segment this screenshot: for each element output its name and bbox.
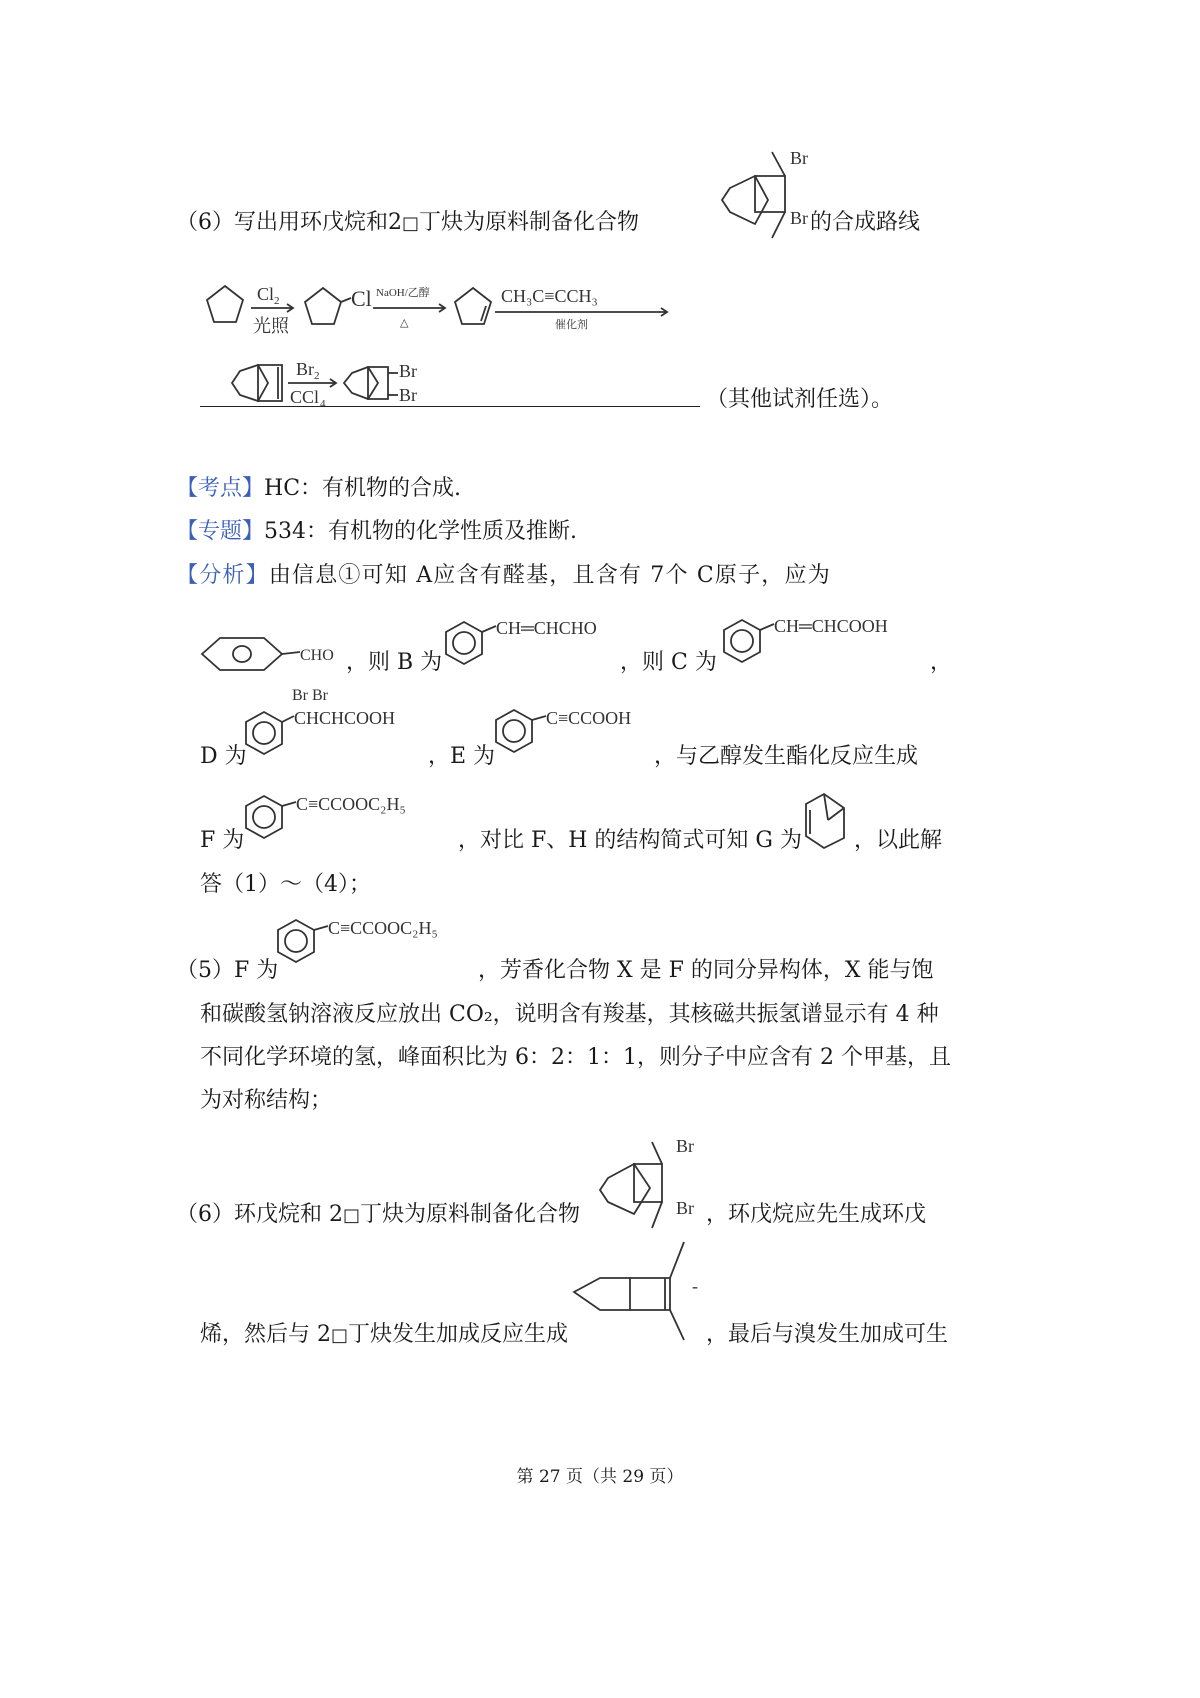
svg-text:CH═CHCOOH: CH═CHCOOH [774, 616, 888, 636]
svg-text:CHCHCOOH: CHCHCOOH [294, 708, 396, 728]
f-after: ，对比 F、H 的结构简式可知 G 为 [458, 828, 802, 853]
light-label: 光照 [253, 316, 289, 336]
zhuanti-label: 【专题】 [176, 519, 265, 544]
kaodian-line: 【考点】HC：有机物的合成. [176, 476, 462, 501]
molecule-B [438, 608, 638, 680]
e-label: ，E 为 [428, 744, 496, 769]
molecule-G [800, 790, 850, 852]
molecule-F-again [272, 908, 492, 974]
p6-line2a: 烯，然后与 2□丁炔发生加成反应生成 [200, 1322, 569, 1347]
bicyclic-intermediate [566, 1234, 706, 1350]
synthesis-route-row1 [195, 268, 695, 348]
zhuanti-line: 【专题】534：有机物的化学性质及推断. [176, 519, 578, 544]
p5-line3: 不同化学环境的氢，峰面积比为 6：2：1：1，则分子中应含有 2 个甲基，且 [200, 1045, 951, 1070]
p6-line2c: ，最后与溴发生加成可生 [706, 1322, 949, 1347]
svg-text:CH═CHCHO: CH═CHCHO [496, 618, 597, 638]
other-reagents: （其他试剂任选）。 [706, 387, 894, 412]
fenxi-line1: 【分析】由信息①可知 A应含有醛基，且含有 7个 C原子，应为 [176, 563, 831, 588]
p6-after: ，环戊烷应先生成环戊 [706, 1202, 927, 1227]
then-b: ，则 B 为 [346, 650, 443, 675]
ccl4-label: CCl [290, 387, 320, 407]
q6-suffix: 的合成路线 [810, 210, 921, 235]
d-label: D 为 [200, 744, 247, 769]
svg-text:CHO: CHO [300, 647, 334, 664]
br-b: Br [399, 385, 417, 405]
cl2-label: Cl [257, 284, 275, 304]
svg-text:△: △ [400, 317, 409, 329]
comma: ， [930, 650, 953, 675]
answer-blank [200, 406, 700, 407]
svg-text:C≡CCOOC₂H₅: C≡CCOOC₂H₅ [328, 918, 438, 938]
molecule-C [716, 606, 926, 678]
svg-text:4: 4 [320, 398, 326, 410]
svg-text:Br Br: Br Br [292, 687, 328, 704]
br-a: Br [399, 361, 417, 381]
svg-text:催化剂: 催化剂 [555, 319, 588, 331]
molecule-E [490, 700, 670, 766]
mol-br-top: Br [790, 148, 808, 168]
naoh-label: NaOH/乙醇 [376, 287, 430, 299]
then-c: ，则 C 为 [620, 650, 717, 675]
mol-br-bot: Br [790, 208, 808, 228]
e-after: ，与乙醇发生酯化反应生成 [654, 744, 919, 769]
molecule-D [240, 682, 430, 762]
svg-text:C≡CCOOH: C≡CCOOH [546, 708, 632, 728]
page-footer: 第 27 页（共 29 页） [516, 1467, 684, 1487]
br-bot: Br [676, 1198, 694, 1218]
p6-line1: （6）环戊烷和 2□丁炔为原料制备化合物 [176, 1202, 581, 1227]
br2-label: Br [296, 359, 314, 379]
kaodian-label: 【考点】 [176, 476, 265, 501]
svg-text:2: 2 [274, 295, 280, 307]
answer-line: 答（1）～（4）； [200, 872, 371, 897]
p5-lead: （5）F 为 [176, 958, 279, 983]
molecule-A [198, 632, 358, 676]
alkyne-label: CH₃C≡CCH₃ [501, 286, 598, 306]
p5-line2: 和碳酸氢钠溶液反应放出 CO₂，说明含有羧基，其核磁共振氢谱显示有 4 种 [200, 1002, 939, 1027]
f-label: F 为 [200, 828, 245, 853]
target-molecule-2 [596, 1130, 706, 1240]
q6-line: （6）写出用环戊烷和2□丁炔为原料制备化合物 [176, 210, 640, 235]
p5-line4: 为对称结构； [200, 1088, 333, 1113]
synthesis-route-row2 [218, 355, 438, 410]
svg-text:2: 2 [314, 370, 320, 382]
br-top: Br [676, 1136, 694, 1156]
f-end: ，以此解 [854, 828, 943, 853]
fenxi-label: 【分析】 [176, 563, 269, 588]
svg-text:-: - [692, 1276, 698, 1296]
cl-atom: Cl [351, 286, 372, 311]
p5-after: ，芳香化合物 X 是 F 的同分异构体，X 能与饱 [478, 958, 934, 983]
molecule-F [240, 784, 460, 850]
target-molecule [700, 140, 810, 250]
svg-text:C≡CCOOC₂H₅: C≡CCOOC₂H₅ [296, 794, 406, 814]
